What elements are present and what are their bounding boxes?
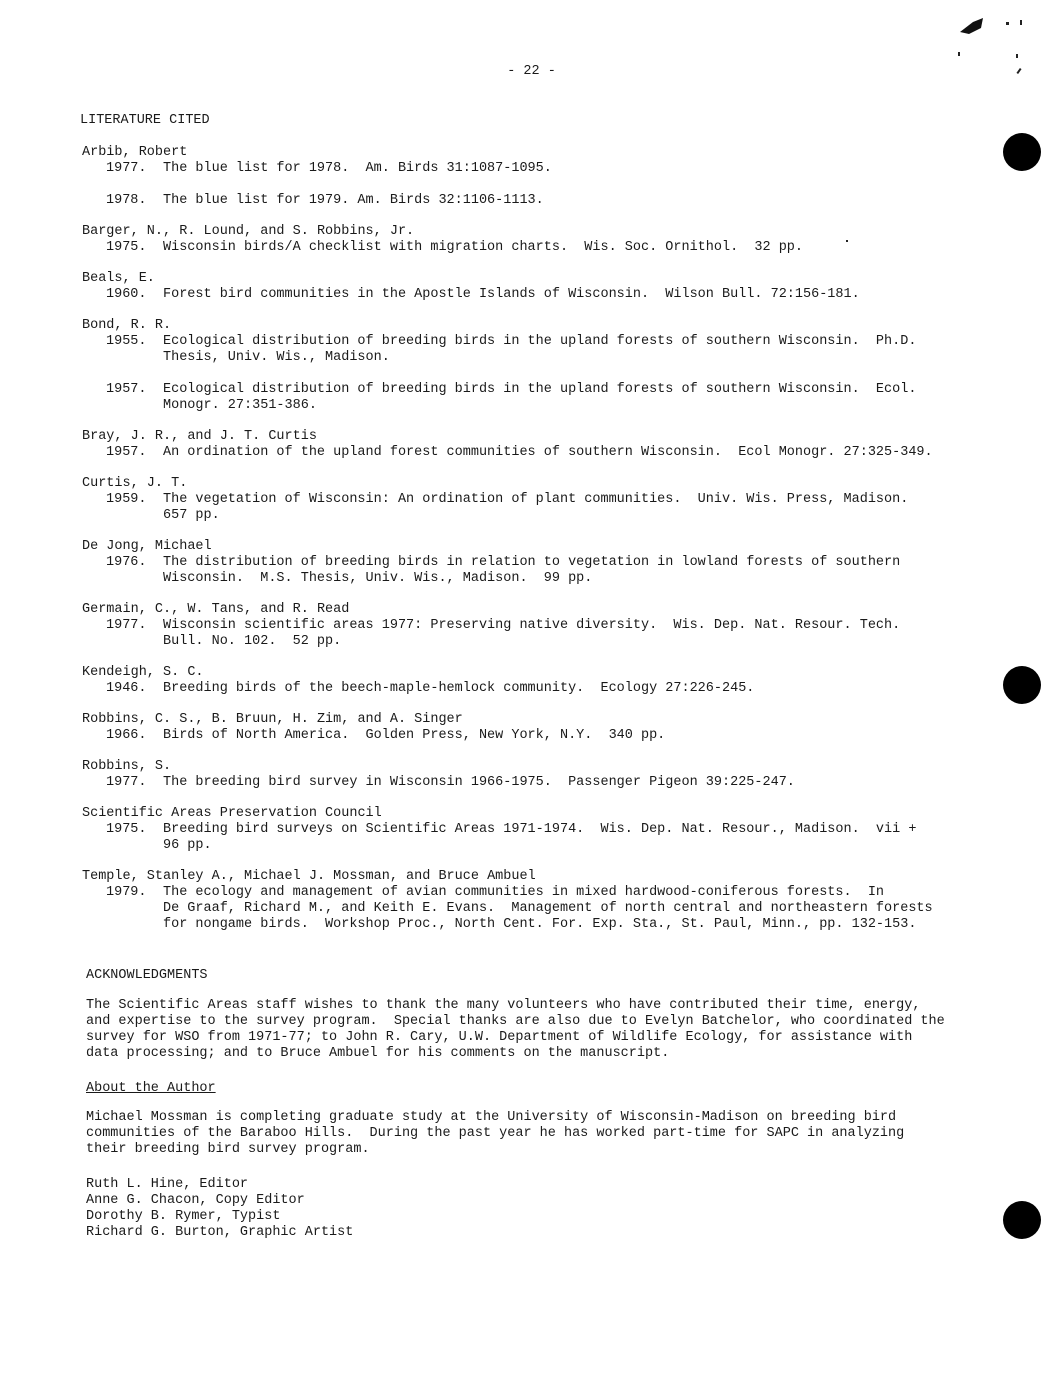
- reference-item: [82, 806, 982, 854]
- literature-cited-heading: LITERATURE CITED: [80, 113, 210, 128]
- reference-list: [82, 145, 982, 948]
- reference-year: 1977.: [106, 618, 147, 633]
- reference-entry: [106, 822, 982, 854]
- reference-author: Kendeigh, S. C.: [82, 665, 204, 680]
- acknowledgments-text: The Scientific Areas staff wishes to thank the many volunteers who have contributed their time, energy, and expertise to the survey program. Special thanks are also due to Evelyn Batchelor, who coordinated the survey for WSO from 1971-77; to John R. Cary, U.W. Department of Wildlife Ecology, for assistance with data processing; and to Bruce Ambuel for his comments on the manuscript.: [86, 998, 945, 1061]
- reference-entry: [106, 775, 982, 791]
- reference-author: Robbins, S.: [82, 759, 172, 774]
- reference-year: 1975.: [106, 240, 147, 255]
- reference-author: Bray, J. R., and J. T. Curtis: [82, 429, 317, 444]
- reference-author: Beals, E.: [82, 271, 155, 286]
- reference-citation: The blue list for 1978. Am. Birds 31:1087-1095.: [163, 161, 552, 176]
- reference-item: [82, 318, 982, 414]
- reference-item: [82, 145, 982, 209]
- reference-entry: [106, 161, 982, 177]
- reference-year: 1977.: [106, 775, 147, 790]
- reference-entry: [106, 287, 982, 303]
- reference-item: [82, 869, 982, 933]
- reference-year: 1946.: [106, 681, 147, 696]
- reference-citation: Ecological distribution of breeding birds in the upland forests of southern Wisconsin. Ecol. Monogr. 27:351-386.: [163, 382, 917, 413]
- reference-year: 1960.: [106, 287, 147, 302]
- ink-blot-mark: [955, 14, 995, 44]
- punch-hole-top: [1003, 133, 1041, 171]
- reference-citation: Forest bird communities in the Apostle Islands of Wisconsin. Wilson Bull. 72:156-181.: [163, 287, 860, 302]
- reference-year: 1957.: [106, 382, 147, 397]
- reference-author: Scientific Areas Preservation Council: [82, 806, 382, 821]
- reference-citation: The vegetation of Wisconsin: An ordination of plant communities. Univ. Wis. Press, Madison. 657 pp.: [163, 492, 909, 523]
- reference-year: 1978.: [106, 193, 147, 208]
- reference-year: 1957.: [106, 445, 147, 460]
- reference-entry: [106, 618, 982, 650]
- reference-entry: [106, 240, 982, 256]
- speck-mark: [1006, 22, 1009, 25]
- staff-credit-line: Anne G. Chacon, Copy Editor: [86, 1193, 305, 1208]
- reference-item: [82, 665, 982, 697]
- reference-author: Robbins, C. S., B. Bruun, H. Zim, and A. Singer: [82, 712, 463, 727]
- reference-year: 1976.: [106, 555, 147, 570]
- speck-mark: [958, 52, 960, 56]
- reference-citation: Ecological distribution of breeding birds in the upland forests of southern Wisconsin. Ph.D. Thesis, Univ. Wis., Madison.: [163, 334, 917, 365]
- reference-citation: Birds of North America. Golden Press, New York, N.Y. 340 pp.: [163, 728, 666, 743]
- reference-citation: The breeding bird survey in Wisconsin 1966-1975. Passenger Pigeon 39:225-247.: [163, 775, 795, 790]
- staff-credit-line: Ruth L. Hine, Editor: [86, 1177, 249, 1192]
- staff-credit-line: Dorothy B. Rymer, Typist: [86, 1209, 281, 1224]
- reference-citation: Breeding birds of the beech-maple-hemlock community. Ecology 27:226-245.: [163, 681, 755, 696]
- reference-citation: Wisconsin birds/A checklist with migration charts. Wis. Soc. Ornithol. 32 pp.: [163, 240, 804, 255]
- reference-item: [82, 712, 982, 744]
- reference-citation: An ordination of the upland forest communities of southern Wisconsin. Ecol Monogr. 27:325-349.: [163, 445, 933, 460]
- punch-hole-bottom: [1003, 1201, 1041, 1239]
- reference-author: Arbib, Robert: [82, 145, 188, 160]
- reference-citation: The distribution of breeding birds in relation to vegetation in lowland forests of southern Wisconsin. M.S. Thesis, Univ. Wis., Madison. 99 pp.: [163, 555, 901, 586]
- reference-author: Curtis, J. T.: [82, 476, 188, 491]
- staff-credits: [86, 1177, 353, 1241]
- reference-entry: [106, 555, 982, 587]
- reference-entry: [106, 334, 982, 366]
- reference-entry: [106, 492, 982, 524]
- reference-entry: [106, 382, 982, 414]
- reference-item: [82, 539, 982, 587]
- reference-entry: [106, 445, 982, 461]
- acknowledgments-heading: ACKNOWLEDGMENTS: [86, 968, 208, 983]
- speck-mark: [846, 240, 848, 242]
- reference-author: Barger, N., R. Lound, and S. Robbins, Jr.: [82, 224, 415, 239]
- speck-mark: [1020, 20, 1022, 25]
- reference-entry: [106, 681, 982, 697]
- reference-item: [82, 429, 982, 461]
- reference-author: Germain, C., W. Tans, and R. Read: [82, 602, 350, 617]
- reference-entry: [106, 193, 982, 209]
- reference-year: 1975.: [106, 822, 147, 837]
- reference-year: 1966.: [106, 728, 147, 743]
- about-the-author-text: Michael Mossman is completing graduate study at the University of Wisconsin-Madison on breeding bird communities of the Baraboo Hills. During the past year he has worked part-time for SAPC in analyzing their breeding bird survey program.: [86, 1110, 905, 1157]
- reference-citation: Wisconsin scientific areas 1977: Preserving native diversity. Wis. Dep. Nat. Resour. Tech. Bull. No. 102. 52 pp.: [163, 618, 901, 649]
- about-the-author-heading: About the Author: [86, 1081, 216, 1096]
- reference-citation: Breeding bird surveys on Scientific Areas 1971-1974. Wis. Dep. Nat. Resour., Madison. vii + 96 pp.: [163, 822, 917, 853]
- staff-credit-line: Richard G. Burton, Graphic Artist: [86, 1225, 354, 1240]
- reference-citation: The blue list for 1979. Am. Birds 32:1106-1113.: [163, 193, 544, 208]
- punch-hole-middle: [1003, 666, 1041, 704]
- reference-year: 1955.: [106, 334, 147, 349]
- reference-item: [82, 602, 982, 650]
- reference-year: 1959.: [106, 492, 147, 507]
- reference-citation: The ecology and management of avian communities in mixed hardwood-coniferous forests. In De Graaf, Richard M., and Keith E. Evans. Management of north central and northeastern forests for nongame birds. Workshop Proc., North Cent. For. Exp. Sta., St. Paul, Minn., pp. 132-153.: [163, 885, 933, 932]
- reference-entry: [106, 728, 982, 744]
- reference-year: 1977.: [106, 161, 147, 176]
- reference-author: Bond, R. R.: [82, 318, 172, 333]
- reference-item: [82, 476, 982, 524]
- reference-entry: [106, 885, 982, 933]
- reference-author: De Jong, Michael: [82, 539, 212, 554]
- speck-mark: [1016, 54, 1018, 58]
- reference-author: Temple, Stanley A., Michael J. Mossman, and Bruce Ambuel: [82, 869, 536, 884]
- reference-item: [82, 271, 982, 303]
- page-number: - 22 -: [507, 64, 556, 79]
- reference-item: [82, 759, 982, 791]
- reference-year: 1979.: [106, 885, 147, 900]
